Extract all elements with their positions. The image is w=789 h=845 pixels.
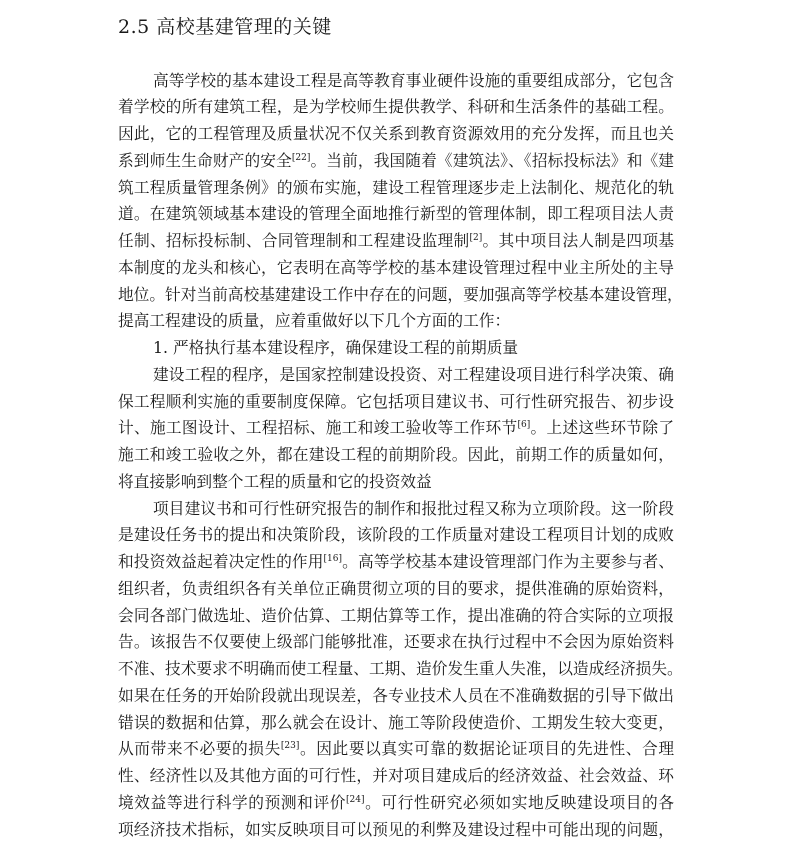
paragraph-1-line: 地位。针对当前高校基建建设工作中存在的问题，要加强高等学校基本建设管理， — [118, 285, 683, 304]
paragraph-1-line: 本制度的龙头和核心，它表明在高等学校的基本建设管理过程中业主所处的主导 — [118, 258, 674, 277]
text-run: 。高等学校基本建设管理部门作为主要参与者、 — [342, 552, 675, 571]
paragraph-2-line: 施工和竣工验收之外，都在建设工程的前期阶段。因此，前期工作的质量如何， — [118, 445, 674, 464]
paragraph-2-line: 将直接影响到整个工程的质量和它的投资效益 — [118, 472, 432, 491]
paragraph-3-line: 性、经济性以及其他方面的可行性，并对项目建成后的经济效益、社会效益、环 — [118, 766, 674, 785]
paragraph-3-line: 项目建议书和可行性研究报告的制作和报批过程又称为立项阶段。这一阶段 — [153, 499, 674, 518]
paragraph-2-line — [118, 418, 674, 438]
paragraph-1-line — [118, 151, 674, 171]
paragraph-3-line — [118, 552, 674, 572]
paragraph-3-line: 不准、技术要求不明确而使工程量、工期、造价发生重人失准，以造成经济损失。 — [118, 659, 683, 678]
paragraph-1-line: 因此，它的工程管理及质量状况不仅关系到教育资源效用的充分发挥，而且也关 — [118, 124, 674, 143]
paragraph-2-line: 建设工程的程序，是国家控制建设投资、对工程建设项目进行科学决策、确 — [153, 365, 674, 384]
paragraph-1-line: 道。在建筑领域基本建设的管理全面地推行新型的管理体制，即工程项目法人责 — [118, 204, 674, 223]
citation-ref: [2] — [469, 232, 483, 243]
paragraph-3-line: 会同各部门做选址、造价估算、工期估算等工作，提出准确的符合实际的立项报 — [118, 606, 674, 625]
paragraph-3-line: 告。该报告不仅要使上级部门能够批准，还要求在执行过程中不会因为原始资料 — [118, 632, 674, 651]
citation-ref: [16] — [323, 553, 343, 564]
text-run: 计、施工图设计、工程招标、施工和竣工验收等工作环节 — [118, 418, 518, 437]
text-run: 。其中项目法人制是四项基 — [482, 231, 675, 250]
section-heading: 2.5 高校基建管理的关键 — [118, 16, 332, 38]
list-item-heading: 1. 严格执行基本建设程序，确保建设工程的前期质量 — [153, 338, 519, 357]
paragraph-3-line: 项经济技术指标，如实反映项目可以预见的利弊及建设过程中可能出现的问题， — [118, 820, 674, 839]
paragraph-3-line — [118, 739, 674, 759]
paragraph-1-line: 提高工程建设的质量，应着重做好以下几个方面的工作： — [118, 311, 511, 330]
paragraph-1-line: 筑工程质量管理条例》的颁布实施，建设工程管理逐步走上法制化、规范化的轨 — [118, 178, 674, 197]
text-run: 。上述这些环节除了 — [530, 418, 675, 437]
citation-ref: [22] — [291, 152, 311, 163]
citation-ref: [23] — [280, 740, 300, 751]
text-run: 从而带来不必要的损失 — [118, 739, 281, 758]
text-run: 和投资效益起着决定性的作用 — [118, 552, 324, 571]
paragraph-1-line: 高等学校的基本建设工程是高等教育事业硬件设施的重要组成部分，它包含 — [153, 71, 674, 90]
paragraph-3-line: 是建设任务书的提出和决策阶段，该阶段的工作质量对建设工程项目计划的成败 — [118, 525, 674, 544]
citation-ref: [24] — [346, 794, 365, 805]
text-run: 。当前，我国随着《建筑法》、《招标投标法》和《建 — [310, 151, 674, 170]
paragraph-1-line — [118, 231, 674, 251]
text-run: 境效益等进行科学的预测和评价 — [118, 793, 347, 812]
text-run: 。因此要以真实可靠的数据论证项目的先进性、合理 — [299, 739, 675, 758]
paragraph-1-line: 着学校的所有建筑工程，是为学校师生提供教学、科研和生活条件的基础工程。 — [118, 97, 674, 116]
text-run: 。可行性研究必须如实地反映建设项目的各 — [364, 793, 675, 812]
paragraph-3-line: 如果在任务的开始阶段就出现误差，各专业技术人员在不准确数据的引导下做出 — [118, 686, 674, 705]
paragraph-3-line: 组织者，负责组织各有关单位正确贯彻立项的目的要求，提供准确的原始资料， — [118, 579, 674, 598]
citation-ref: [6] — [517, 419, 531, 430]
text-run: 任制、招标投标制、合同管理制和工程建设监理制 — [118, 231, 470, 250]
paragraph-2-line: 保工程顺利实施的重要制度保障。它包括项目建议书、可行性研究报告、初步设 — [118, 392, 674, 411]
text-run: 系到师生生命财产的安全 — [118, 151, 292, 170]
paragraph-3-line — [118, 793, 674, 813]
paragraph-3-line: 错误的数据和估算，那么就会在设计、施工等阶段使造价、工期发生较大变更， — [118, 713, 674, 732]
